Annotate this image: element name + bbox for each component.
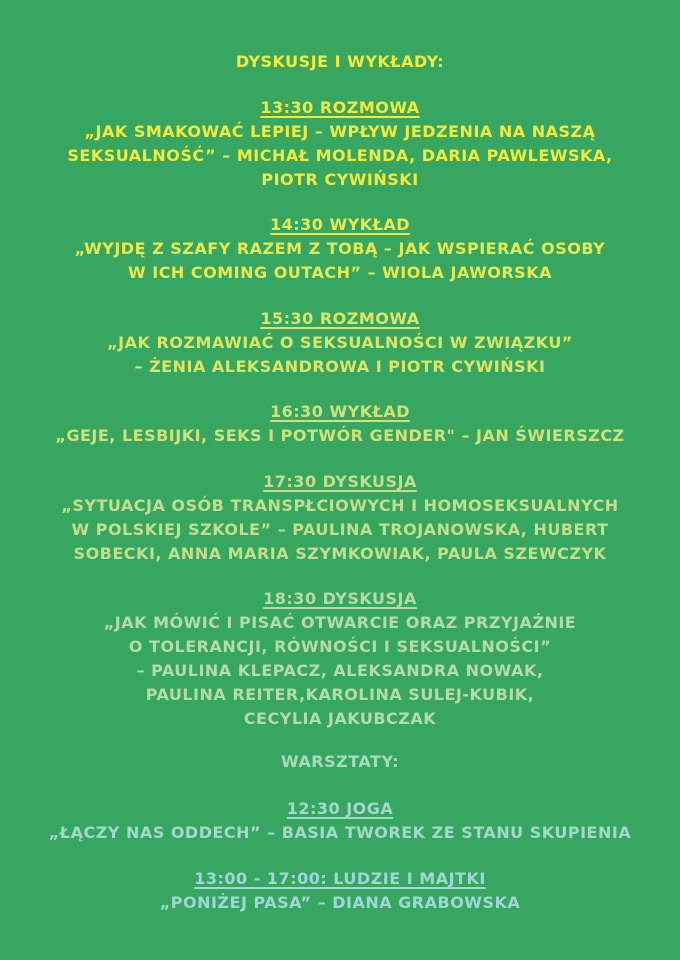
event-description-line: „JAK ROZMAWIAĆ O SEKSUALNOŚCI W ZWIĄZKU” bbox=[107, 333, 573, 352]
event-1630-wyklad bbox=[0, 400, 680, 448]
event-1530-rozmowa bbox=[0, 307, 680, 379]
event-description-line: O TOLERANCJI, RÓWNOŚCI I SEKSUALNOŚCI” bbox=[128, 637, 552, 656]
event-description-line: „ŁĄCZY NAS ODDECH” – BASIA TWOREK ZE STANU SKUPIENIA bbox=[48, 823, 632, 842]
event-description-line: „JAK MÓWIĆ I PISAĆ OTWARCIE ORAZ PRZYJAŹNIE bbox=[103, 613, 577, 632]
event-description-line: „GEJE, LESBIJKI, SEKS I POTWÓR GENDER" – JAN ŚWIERSZCZ bbox=[55, 426, 625, 445]
event-description-line: „JAK SMAKOWAĆ LEPIEJ – WPŁYW JEDZENIA NA NASZĄ bbox=[84, 122, 596, 141]
event-description-line: „SYTUACJA OSÓB TRANSPŁCIOWYCH I HOMOSEKSUALNYCH bbox=[61, 496, 619, 515]
workshop-1300-ludzie-i-majtki bbox=[0, 867, 680, 915]
event-description-line: – ŻENIA ALEKSANDROWA I PIOTR CYWIŃSKI bbox=[134, 357, 546, 376]
event-1730-dyskusja bbox=[0, 470, 680, 566]
event-time: 17:30 DYSKUSJA bbox=[263, 472, 417, 491]
event-description-line: W ICH COMING OUTACH” – WIOLA JAWORSKA bbox=[128, 263, 552, 282]
event-description-line: PIOTR CYWIŃSKI bbox=[261, 170, 419, 189]
event-description-line: W POLSKIEJ SZKOLE” – PAULINA TROJANOWSKA, HUBERT bbox=[71, 520, 609, 539]
event-description-line: CECYLIA JAKUBCZAK bbox=[243, 709, 437, 728]
event-time: 13:00 - 17:00: LUDZIE I MAJTKI bbox=[194, 869, 486, 888]
event-time: 14:30 WYKŁAD bbox=[269, 215, 411, 234]
event-description-line: SOBECKI, ANNA MARIA SZYMKOWIAK, PAULA SZEWCZYK bbox=[73, 544, 607, 563]
event-1830-dyskusja bbox=[0, 587, 680, 731]
event-time: 13:30 ROZMOWA bbox=[260, 98, 420, 117]
event-1330-rozmowa bbox=[0, 96, 680, 192]
event-time: 15:30 ROZMOWA bbox=[260, 309, 420, 328]
event-time: 16:30 WYKŁAD bbox=[269, 402, 411, 421]
event-description-line: PAULINA REITER,KAROLINA SULEJ-KUBIK, bbox=[145, 685, 535, 704]
discussions-heading: DYSKUSJE I WYKŁADY: bbox=[235, 52, 445, 71]
event-time: 18:30 DYSKUSJA bbox=[263, 589, 417, 608]
event-description-line: – PAULINA KLEPACZ, ALEKSANDRA NOWAK, bbox=[136, 661, 544, 680]
workshops-heading: WARSZTATY: bbox=[280, 752, 400, 771]
event-time: 12:30 JOGA bbox=[286, 799, 394, 818]
event-description-line: „WYJDĘ Z SZAFY RAZEM Z TOBĄ – JAK WSPIERAĆ OSOBY bbox=[74, 239, 606, 258]
event-description-line: SEKSUALNOŚĆ” – MICHAŁ MOLENDA, DARIA PAWLEWSKA, bbox=[67, 146, 613, 165]
event-1430-wyklad bbox=[0, 213, 680, 285]
event-description-line: „PONIŻEJ PASA” – DIANA GRABOWSKA bbox=[159, 893, 521, 912]
workshop-1230-joga bbox=[0, 797, 680, 845]
